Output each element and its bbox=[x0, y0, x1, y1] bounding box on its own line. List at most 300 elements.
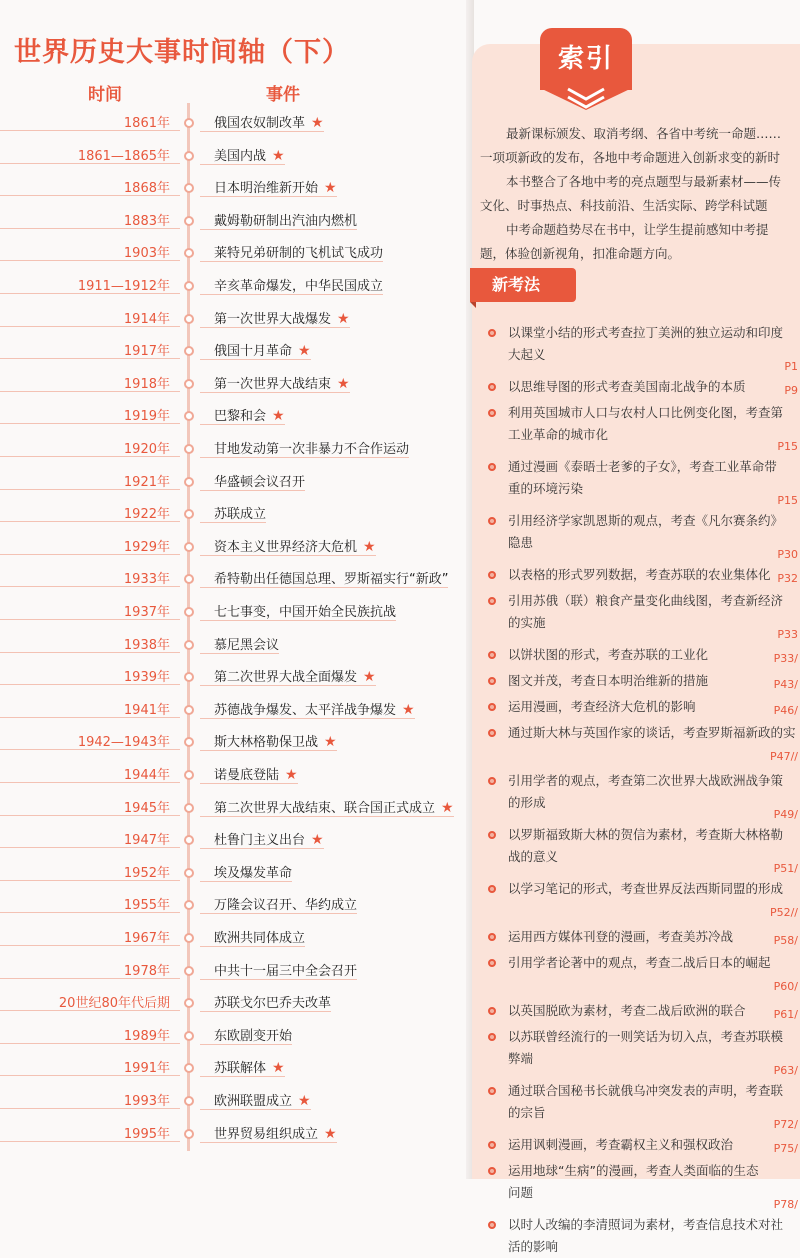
event-underline bbox=[200, 327, 350, 328]
index-badge bbox=[540, 28, 632, 116]
timeline-event-text: 七七事变，中国开始全民族抗战 bbox=[214, 605, 397, 620]
index-item-text: 重的环境污染 bbox=[508, 481, 584, 496]
timeline-event bbox=[214, 634, 279, 653]
timeline-row bbox=[0, 1088, 470, 1114]
index-item bbox=[488, 952, 800, 993]
timeline-event-text: 莱特兄弟研制的飞机试飞成功 bbox=[214, 246, 384, 262]
timeline-event-text: 欧洲联盟成立 bbox=[214, 1094, 293, 1109]
event-underline bbox=[200, 164, 285, 165]
timeline-date: 1914年 bbox=[123, 311, 170, 327]
timeline-date: 1993年 bbox=[123, 1094, 170, 1109]
key-event-star-icon: ★ bbox=[311, 115, 324, 131]
timeline-event-text: 苏联成立 bbox=[214, 507, 267, 523]
timeline-node-icon bbox=[184, 640, 194, 650]
index-item-page: P1 bbox=[784, 360, 798, 373]
timeline-date: 1941年 bbox=[123, 702, 170, 718]
key-event-star-icon: ★ bbox=[285, 767, 298, 783]
bullet-icon bbox=[488, 959, 496, 967]
bullet-icon bbox=[488, 383, 496, 391]
bullet-icon bbox=[488, 1087, 496, 1095]
key-event-star-icon: ★ bbox=[272, 1060, 285, 1077]
timeline-node-icon bbox=[184, 118, 194, 128]
index-item-text: 运用漫画，考查经济大危机的影响 bbox=[508, 699, 696, 714]
timeline-node-icon bbox=[184, 444, 194, 454]
timeline-node-icon bbox=[184, 248, 194, 258]
timeline-node-icon bbox=[184, 868, 194, 878]
bullet-icon bbox=[488, 1007, 496, 1015]
index-item-page: P15 bbox=[777, 440, 798, 453]
intro-line: 题，体验创新视角，扣准命题方向。 bbox=[480, 246, 681, 261]
intro-line: 本书整合了各地中考的亮点题型与最新素材——传 bbox=[506, 174, 782, 189]
timeline-date: 1942—1943年 bbox=[77, 735, 170, 751]
index-item-text: 通过联合国秘书长就俄乌冲突发表的声明，考查联 bbox=[508, 1083, 784, 1098]
index-item bbox=[488, 644, 800, 666]
bullet-icon bbox=[488, 1167, 496, 1175]
timeline-row bbox=[0, 403, 470, 429]
timeline-node-icon bbox=[184, 770, 194, 780]
timeline-row bbox=[0, 860, 470, 886]
index-item-page: P9 bbox=[784, 384, 798, 397]
index-item bbox=[488, 1026, 800, 1077]
bullet-icon bbox=[488, 729, 496, 737]
index-item-text: 以饼状图的形式，考查苏联的工业化 bbox=[508, 647, 709, 662]
timeline-date: 1955年 bbox=[123, 898, 170, 914]
index-item-page: P51/ bbox=[773, 862, 798, 875]
timeline-event-text: 戴姆勒研制出汽油内燃机 bbox=[214, 213, 358, 229]
timeline-event-text: 埃及爆发革命 bbox=[214, 865, 293, 881]
timeline-date: 1991年 bbox=[123, 1061, 170, 1077]
event-underline bbox=[200, 881, 292, 882]
timeline-date: 1989年 bbox=[123, 1028, 170, 1044]
timeline-node-icon bbox=[184, 509, 194, 519]
intro-line: 一项项新政的发布，各地中考命题进入创新求变的新时 bbox=[480, 150, 781, 165]
timeline-row bbox=[0, 208, 470, 234]
timeline-event-text: 苏联戈尔巴乔夫改革 bbox=[214, 996, 332, 1012]
timeline-event-text: 第二次世界大战全面爆发 bbox=[214, 670, 358, 686]
index-item-page: P32 bbox=[777, 572, 798, 585]
timeline-event bbox=[214, 797, 454, 816]
timeline-event-text: 慕尼黑会议 bbox=[214, 637, 280, 653]
index-item-page: P58/ bbox=[773, 934, 798, 947]
timeline-event bbox=[214, 894, 357, 913]
timeline-row bbox=[0, 240, 470, 266]
timeline-event-text: 华盛顿会议召开 bbox=[214, 474, 306, 490]
bullet-icon bbox=[488, 933, 496, 941]
event-underline bbox=[200, 131, 324, 132]
timeline-event-text: 辛亥革命爆发，中华民国成立 bbox=[214, 279, 384, 294]
index-item-page: P46/ bbox=[773, 704, 798, 717]
index-item-page: P78/ bbox=[773, 1198, 798, 1211]
timeline-event bbox=[214, 666, 376, 685]
bullet-icon bbox=[488, 1221, 496, 1229]
timeline-date: 1918年 bbox=[123, 376, 170, 392]
key-event-star-icon: ★ bbox=[324, 734, 337, 751]
timeline-event bbox=[214, 275, 383, 294]
timeline-event-text: 中共十一届三中全会召开 bbox=[214, 963, 358, 979]
timeline-date: 1919年 bbox=[123, 409, 170, 425]
index-item-text: 问题 bbox=[508, 1185, 534, 1200]
timeline-event-text: 第一次世界大战爆发 bbox=[214, 311, 332, 327]
timeline-event bbox=[214, 471, 305, 490]
timeline-date: 1922年 bbox=[123, 507, 170, 523]
timeline-event bbox=[214, 438, 409, 457]
index-item-text: 弊端 bbox=[508, 1051, 534, 1066]
timeline-row bbox=[0, 1023, 470, 1049]
timeline-node-icon bbox=[184, 151, 194, 161]
index-item-page: P33/ bbox=[773, 652, 798, 665]
timeline-node-icon bbox=[184, 1129, 194, 1139]
intro-line: 中考命题趋势尽在书中，让学生提前感知中考提 bbox=[506, 222, 769, 237]
index-item-page: P52// bbox=[769, 906, 798, 919]
index-item-text: 以思维导图的形式考查美国南北战争的本质 bbox=[508, 379, 746, 394]
key-event-star-icon: ★ bbox=[298, 1093, 311, 1109]
index-item-page: P61/ bbox=[773, 1008, 798, 1021]
index-item bbox=[488, 1134, 800, 1156]
event-underline bbox=[200, 294, 383, 295]
timeline-row bbox=[0, 795, 470, 821]
timeline-row bbox=[0, 338, 470, 364]
index-item-text: 以时人改编的李清照词为素材，考查信息技术对社 bbox=[508, 1217, 784, 1232]
index-intro bbox=[480, 122, 800, 266]
timeline-node-icon bbox=[184, 346, 194, 356]
timeline-event-text: 欧洲共同体成立 bbox=[214, 931, 306, 946]
bullet-icon bbox=[488, 571, 496, 579]
timeline-event-text: 世界贸易组织成立 bbox=[214, 1126, 319, 1142]
timeline-date: 20世纪80年代后期 bbox=[58, 996, 170, 1012]
event-underline bbox=[200, 913, 357, 914]
timeline-row bbox=[0, 697, 470, 723]
index-item-text: 引用苏俄（联）粮食产量变化曲线图，考查新经济 bbox=[508, 593, 784, 608]
timeline-event-text: 万隆会议召开、华约成立 bbox=[214, 898, 358, 914]
event-underline bbox=[200, 1011, 331, 1012]
key-event-star-icon: ★ bbox=[337, 375, 350, 392]
timeline-row bbox=[0, 175, 470, 201]
event-underline bbox=[200, 229, 357, 230]
index-item bbox=[488, 590, 800, 641]
timeline-row bbox=[0, 501, 470, 527]
timeline-event bbox=[214, 210, 357, 229]
event-underline bbox=[200, 555, 376, 556]
timeline-event-text: 巴黎和会 bbox=[214, 409, 267, 425]
timeline-row bbox=[0, 1121, 470, 1147]
key-event-star-icon: ★ bbox=[337, 310, 350, 327]
timeline-node-icon bbox=[184, 966, 194, 976]
event-underline bbox=[200, 620, 396, 621]
timeline-date: 1861年 bbox=[123, 116, 170, 131]
timeline-node-icon bbox=[184, 1063, 194, 1073]
index-item bbox=[488, 402, 800, 453]
timeline-node-icon bbox=[184, 835, 194, 845]
timeline-node-icon bbox=[184, 737, 194, 747]
timeline-event-text: 东欧剧变开始 bbox=[214, 1028, 293, 1044]
timeline-title: 世界历史大事时间轴（下） bbox=[14, 37, 350, 68]
timeline-event-text: 杜鲁门主义出台 bbox=[214, 833, 306, 849]
timeline-row bbox=[0, 143, 470, 169]
timeline-node-icon bbox=[184, 542, 194, 552]
event-underline bbox=[200, 392, 350, 393]
timeline-row bbox=[0, 632, 470, 658]
bullet-icon bbox=[488, 651, 496, 659]
bullet-icon bbox=[488, 517, 496, 525]
index-item bbox=[488, 564, 800, 586]
timeline-row bbox=[0, 371, 470, 397]
index-item-text: 以课堂小结的形式考查拉丁美洲的独立运动和印度 bbox=[508, 325, 784, 340]
index-item-text: 的宗旨 bbox=[508, 1105, 546, 1120]
timeline-node-icon bbox=[184, 281, 194, 291]
index-item-text: 以英国脱欧为素材，考查二战后欧洲的联合 bbox=[508, 1003, 746, 1018]
timeline-event bbox=[214, 145, 285, 164]
intro-line: 文化、时事热点、科技前沿、生活实际、跨学科试题 bbox=[480, 198, 768, 213]
timeline-row bbox=[0, 990, 470, 1016]
index-item-text: 以学习笔记的形式，考查世界反法西斯同盟的形成 bbox=[508, 881, 784, 896]
index-item-text: 利用英国城市人口与农村人口比例变化图，考查第 bbox=[508, 405, 784, 420]
timeline-row bbox=[0, 1055, 470, 1081]
key-event-star-icon: ★ bbox=[298, 343, 311, 360]
timeline-row bbox=[0, 469, 470, 495]
timeline-date: 1944年 bbox=[123, 768, 170, 783]
timeline-event bbox=[214, 1025, 292, 1044]
index-item-text: 以表格的形式罗列数据，考查苏联的农业集体化 bbox=[508, 567, 771, 582]
timeline-date: 1868年 bbox=[123, 181, 170, 197]
index-item-text: 运用西方媒体刊登的漫画，考查美苏冷战 bbox=[508, 929, 734, 944]
timeline-event-text: 资本主义世界经济大危机 bbox=[214, 539, 358, 555]
timeline-event bbox=[214, 927, 305, 946]
index-item-text: 运用地球“生病”的漫画，考查人类面临的生态 bbox=[508, 1163, 759, 1178]
chevron-down-icon bbox=[564, 86, 608, 110]
section-tag-new-methods: 新考法 bbox=[470, 268, 576, 302]
bullet-icon bbox=[488, 329, 496, 337]
timeline-node-icon bbox=[184, 477, 194, 487]
timeline-date: 1967年 bbox=[123, 931, 170, 946]
timeline-row bbox=[0, 762, 470, 788]
event-underline bbox=[200, 718, 415, 719]
bullet-icon bbox=[488, 703, 496, 711]
timeline-row bbox=[0, 892, 470, 918]
column-header-time: 时间 bbox=[88, 85, 122, 105]
event-underline bbox=[200, 424, 285, 425]
index-item bbox=[488, 878, 800, 919]
timeline-node-icon bbox=[184, 314, 194, 324]
timeline-date: 1995年 bbox=[123, 1126, 170, 1142]
index-item bbox=[488, 926, 800, 948]
event-underline bbox=[200, 653, 279, 654]
event-underline bbox=[200, 359, 311, 360]
index-item bbox=[488, 824, 800, 875]
timeline-event bbox=[214, 405, 285, 424]
index-item bbox=[488, 670, 800, 692]
timeline-node-icon bbox=[184, 574, 194, 584]
bullet-icon bbox=[488, 1033, 496, 1041]
timeline-event bbox=[214, 503, 266, 522]
index-item-page: P60/ bbox=[773, 980, 798, 993]
index-item-text: 的实施 bbox=[508, 615, 546, 630]
timeline-event-text: 希特勒出任德国总理、罗斯福实行“新政” bbox=[214, 572, 449, 588]
event-underline bbox=[200, 685, 376, 686]
timeline-event-text: 苏德战争爆发、太平洋战争爆发 bbox=[214, 702, 397, 718]
index-item-text: 引用学者的观点，考查第二次世界大战欧洲战争策 bbox=[508, 773, 784, 788]
event-underline bbox=[200, 946, 305, 947]
timeline-event-text: 苏联解体 bbox=[214, 1061, 267, 1077]
event-underline bbox=[200, 196, 337, 197]
timeline-event bbox=[214, 568, 448, 587]
timeline-date: 1947年 bbox=[123, 833, 170, 849]
key-event-star-icon: ★ bbox=[272, 147, 285, 164]
event-underline bbox=[200, 816, 454, 817]
bullet-icon bbox=[488, 597, 496, 605]
bullet-icon bbox=[488, 777, 496, 785]
timeline-row bbox=[0, 566, 470, 592]
timeline-event bbox=[214, 829, 324, 848]
index-item-page: P72/ bbox=[773, 1118, 798, 1131]
timeline-event bbox=[214, 340, 311, 359]
timeline-row bbox=[0, 599, 470, 625]
timeline-event-text: 甘地发动第一次非暴力不合作运动 bbox=[214, 442, 410, 457]
timeline-row bbox=[0, 273, 470, 299]
event-underline bbox=[200, 522, 266, 523]
timeline-row bbox=[0, 110, 470, 136]
timeline-node-icon bbox=[184, 933, 194, 943]
timeline-event-text: 美国内战 bbox=[214, 148, 267, 164]
timeline-date: 1933年 bbox=[123, 572, 170, 588]
event-underline bbox=[200, 587, 448, 588]
bullet-icon bbox=[488, 409, 496, 417]
timeline-node-icon bbox=[184, 672, 194, 682]
key-event-star-icon: ★ bbox=[363, 538, 376, 555]
timeline-event bbox=[214, 601, 396, 620]
timeline-node-icon bbox=[184, 1031, 194, 1041]
timeline-event bbox=[214, 536, 376, 555]
timeline-event-text: 第二次世界大战结束、联合国正式成立 bbox=[214, 800, 436, 816]
index-item-page: P47// bbox=[769, 750, 798, 763]
index-item bbox=[488, 510, 800, 561]
timeline-node-icon bbox=[184, 1096, 194, 1106]
index-item-text: 通过斯大林与英国作家的谈话，考查罗斯福新政的实 bbox=[508, 725, 796, 740]
timeline-date: 1939年 bbox=[123, 670, 170, 686]
index-item-text: 隐患 bbox=[508, 535, 534, 550]
index-item-text: 大起义 bbox=[508, 347, 546, 362]
event-underline bbox=[200, 1076, 285, 1077]
event-underline bbox=[200, 1142, 337, 1143]
timeline-row bbox=[0, 958, 470, 984]
timeline-date: 1920年 bbox=[123, 442, 170, 457]
event-underline bbox=[200, 1044, 292, 1045]
event-underline bbox=[200, 848, 324, 849]
index-item bbox=[488, 456, 800, 507]
index-item-text: 通过漫画《泰晤士老爹的子女》，考查工业革命带 bbox=[508, 459, 777, 474]
timeline-node-icon bbox=[184, 183, 194, 193]
timeline-row bbox=[0, 827, 470, 853]
index-item bbox=[488, 1214, 800, 1258]
key-event-star-icon: ★ bbox=[324, 180, 337, 197]
timeline-date: 1921年 bbox=[123, 474, 170, 490]
timeline-node-icon bbox=[184, 803, 194, 813]
event-underline bbox=[200, 490, 305, 491]
event-underline bbox=[200, 1109, 311, 1110]
bullet-icon bbox=[488, 885, 496, 893]
index-item-text: 引用经济学家凯恩斯的观点，考查《凡尔赛条约》 bbox=[508, 513, 784, 528]
timeline-date: 1861—1865年 bbox=[77, 148, 170, 164]
event-underline bbox=[200, 457, 409, 458]
index-item bbox=[488, 1080, 800, 1131]
timeline-node-icon bbox=[184, 607, 194, 617]
timeline-node-icon bbox=[184, 705, 194, 715]
timeline-node-icon bbox=[184, 998, 194, 1008]
index-item bbox=[488, 1160, 800, 1211]
index-item-text: 的形成 bbox=[508, 795, 546, 810]
timeline-event bbox=[214, 1057, 285, 1076]
timeline-date: 1911—1912年 bbox=[77, 279, 170, 294]
index-item bbox=[488, 722, 800, 763]
key-event-star-icon: ★ bbox=[272, 408, 285, 425]
index-badge-label: 索引 bbox=[540, 28, 632, 90]
timeline-node-icon bbox=[184, 900, 194, 910]
timeline-event-text: 诺曼底登陆 bbox=[214, 768, 280, 783]
timeline-event bbox=[214, 992, 331, 1011]
index-item-page: P30 bbox=[777, 548, 798, 561]
bullet-icon bbox=[488, 463, 496, 471]
index-item bbox=[488, 696, 800, 718]
timeline-node-icon bbox=[184, 411, 194, 421]
timeline-event-text: 日本明治维新开始 bbox=[214, 181, 319, 197]
key-event-star-icon: ★ bbox=[402, 701, 415, 718]
timeline-event bbox=[214, 862, 292, 881]
index-item bbox=[488, 770, 800, 821]
timeline-event bbox=[214, 242, 383, 261]
key-event-star-icon: ★ bbox=[311, 832, 324, 849]
timeline-date: 1917年 bbox=[123, 344, 170, 360]
index-item-text: 战的意义 bbox=[508, 849, 559, 864]
event-underline bbox=[200, 783, 298, 784]
timeline-row bbox=[0, 729, 470, 755]
column-header-event: 事件 bbox=[266, 85, 300, 105]
index-item bbox=[488, 322, 800, 373]
timeline-node-icon bbox=[184, 379, 194, 389]
timeline-event bbox=[214, 764, 298, 783]
index-item-text: 运用讽刺漫画，考查霸权主义和强权政治 bbox=[508, 1137, 734, 1152]
intro-line: 最新课标颁发、取消考纲、各省中考统一命题…… bbox=[506, 126, 782, 141]
event-underline bbox=[200, 261, 383, 262]
timeline-date: 1945年 bbox=[123, 800, 170, 816]
timeline-date: 1903年 bbox=[123, 246, 170, 262]
timeline-event bbox=[214, 699, 415, 718]
timeline-date: 1937年 bbox=[123, 605, 170, 620]
index-item-text: 以罗斯福致斯大林的贺信为素材，考查斯大林格勒 bbox=[508, 827, 784, 842]
index-item bbox=[488, 1000, 800, 1022]
timeline-row bbox=[0, 306, 470, 332]
timeline-date: 1883年 bbox=[123, 213, 170, 229]
index-item-text: 工业革命的城市化 bbox=[508, 427, 609, 442]
timeline-row bbox=[0, 534, 470, 560]
index-item-page: P63/ bbox=[773, 1064, 798, 1077]
bullet-icon bbox=[488, 831, 496, 839]
timeline-event-text: 斯大林格勒保卫战 bbox=[214, 735, 319, 751]
timeline-date: 1929年 bbox=[123, 539, 170, 555]
timeline-event bbox=[214, 1090, 311, 1109]
index-item-text: 图文并茂，考查日本明治维新的措施 bbox=[508, 673, 709, 688]
index-item-text: 引用学者论著中的观点，考查二战后日本的崛起 bbox=[508, 955, 771, 970]
timeline-date: 1978年 bbox=[123, 963, 170, 979]
timeline-event bbox=[214, 112, 324, 131]
timeline-date: 1952年 bbox=[123, 865, 170, 881]
index-item-page: P15 bbox=[777, 494, 798, 507]
index-item-page: P75/ bbox=[773, 1142, 798, 1155]
timeline-event bbox=[214, 960, 357, 979]
timeline-event-text: 第一次世界大战结束 bbox=[214, 376, 332, 392]
event-underline bbox=[200, 979, 357, 980]
index-item-page: P33 bbox=[777, 628, 798, 641]
timeline-event bbox=[214, 1123, 337, 1142]
timeline-row bbox=[0, 436, 470, 462]
